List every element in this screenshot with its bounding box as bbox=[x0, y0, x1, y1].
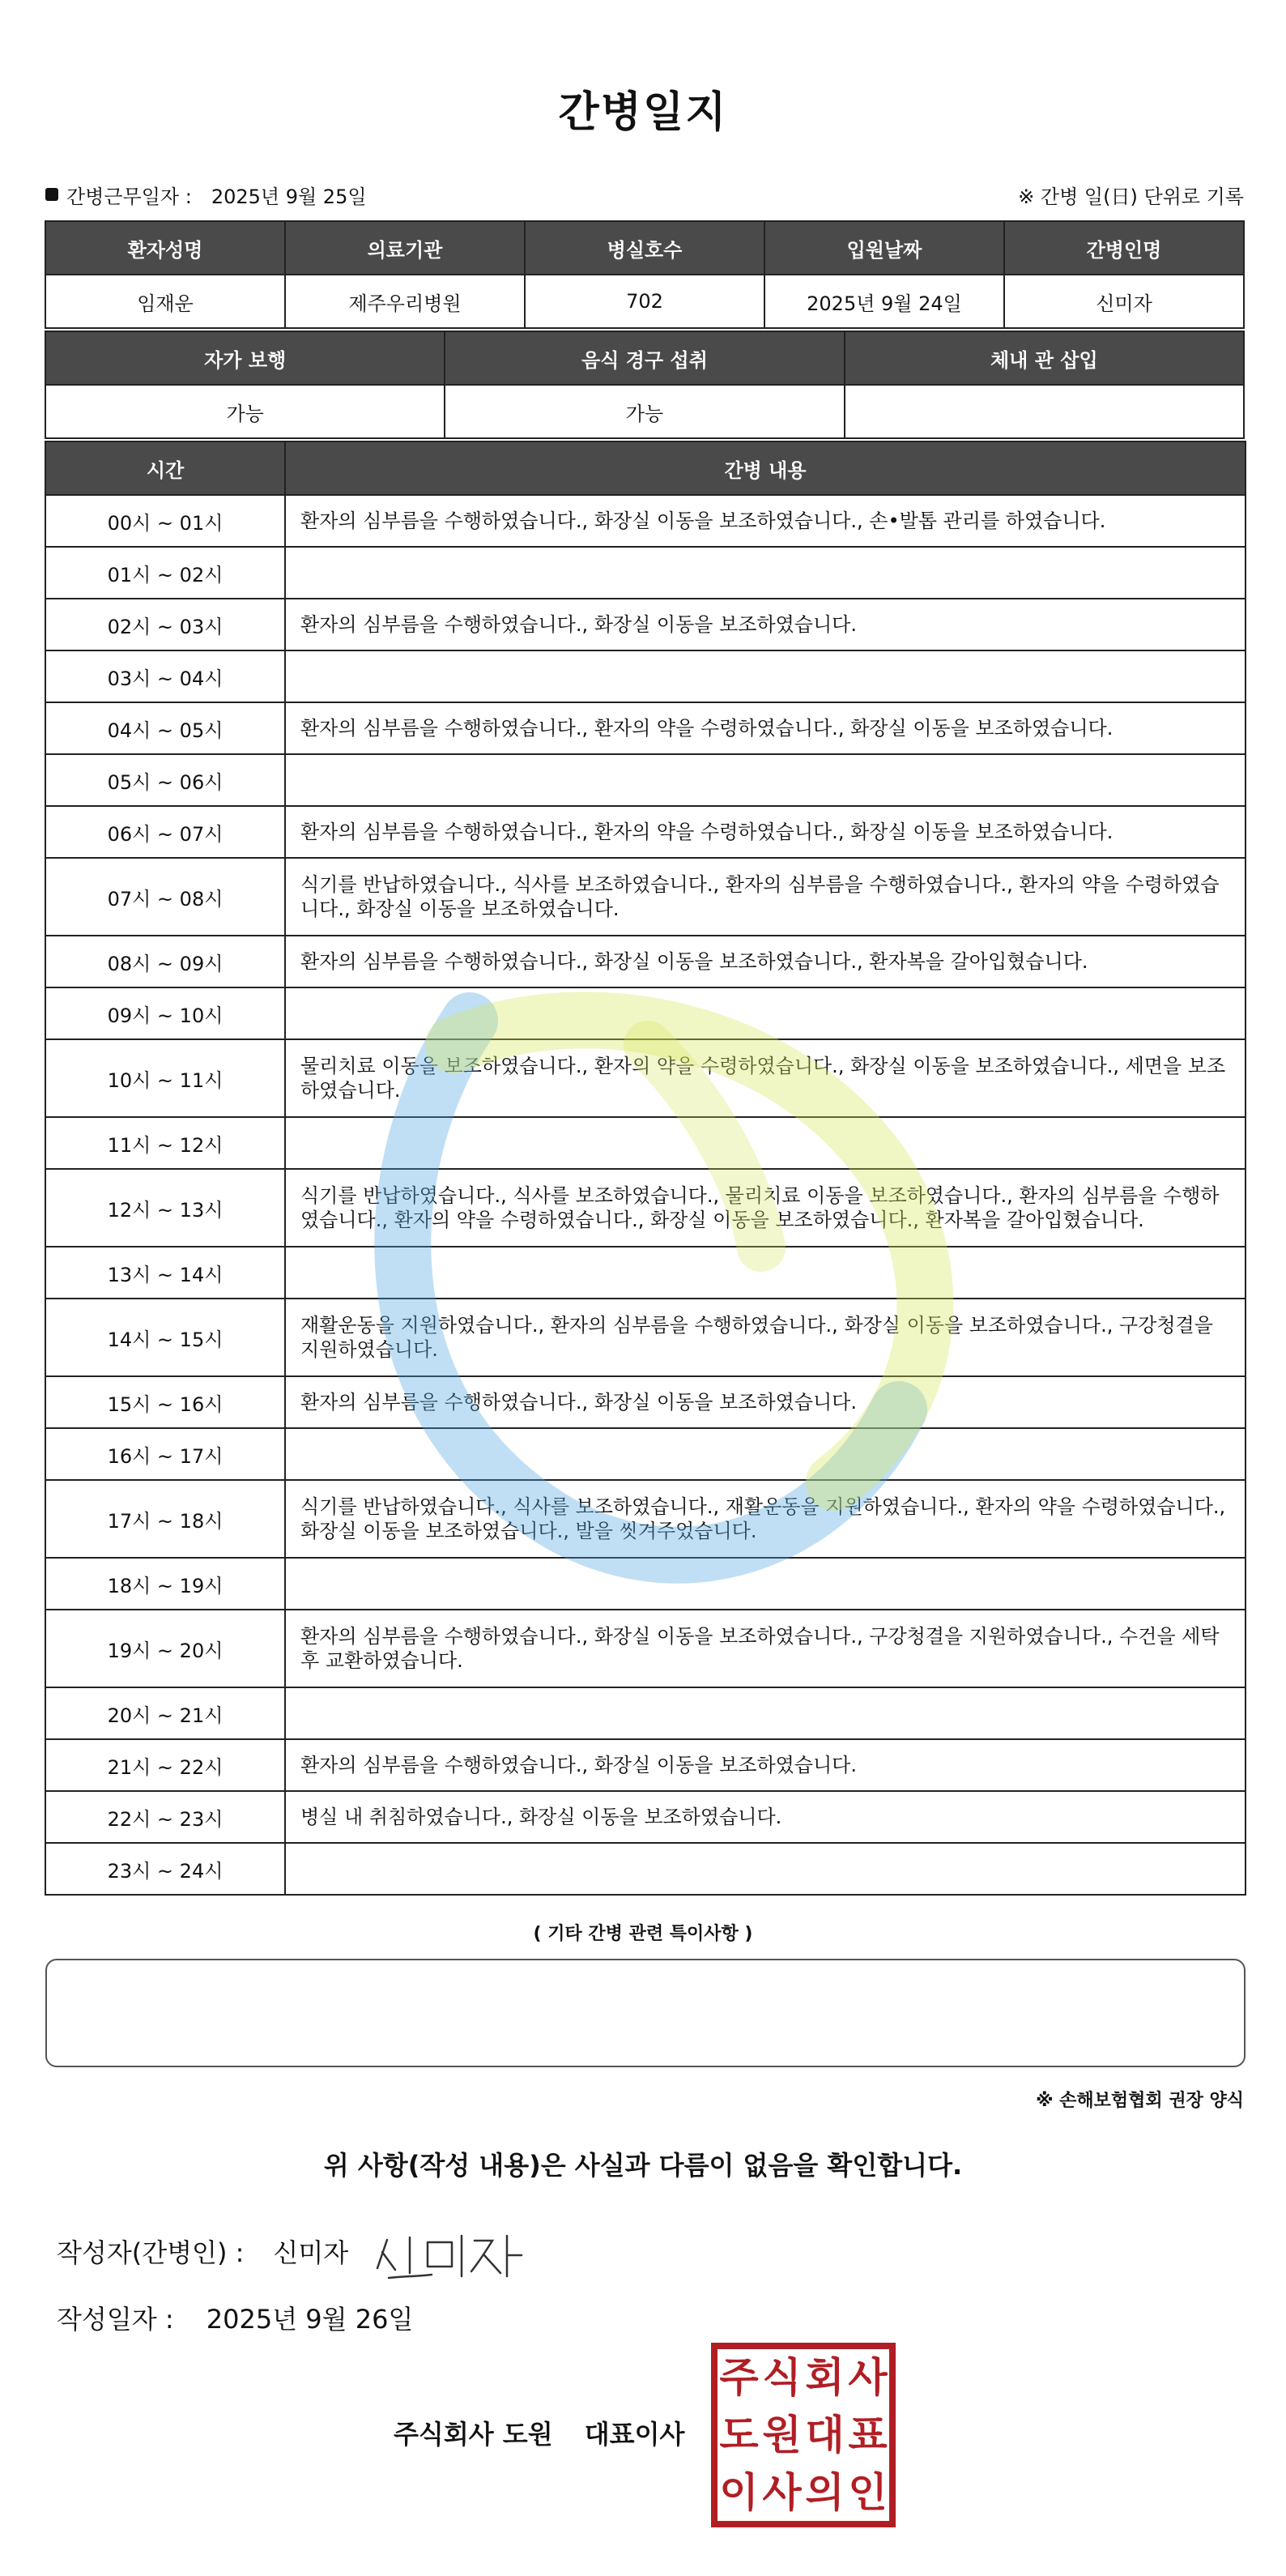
log-content bbox=[285, 987, 1246, 1039]
log-time: 23시 ~ 24시 bbox=[45, 1843, 285, 1895]
written-date-line bbox=[57, 2299, 413, 2336]
company-name: 주식회사 도원 bbox=[394, 2419, 553, 2450]
seal-char: 회 bbox=[805, 2354, 845, 2402]
log-time: 16시 ~ 17시 bbox=[45, 1428, 285, 1480]
bullet-square-icon bbox=[45, 188, 58, 201]
log-content bbox=[285, 1843, 1246, 1895]
log-row bbox=[45, 1687, 1246, 1739]
log-row bbox=[45, 1610, 1246, 1687]
log-time: 13시 ~ 14시 bbox=[45, 1247, 285, 1299]
log-row bbox=[45, 858, 1246, 936]
log-row bbox=[45, 1428, 1246, 1480]
log-time: 17시 ~ 18시 bbox=[45, 1480, 285, 1558]
header-care-content: 간병 내용 bbox=[285, 441, 1246, 495]
writer-name: 신미자 bbox=[273, 2237, 349, 2268]
seal-char: 의 bbox=[805, 2468, 845, 2516]
log-row bbox=[45, 936, 1246, 987]
written-date-value: 2025년 9월 26일 bbox=[206, 2304, 414, 2335]
patient-value-row bbox=[45, 275, 1244, 328]
log-time: 15시 ~ 16시 bbox=[45, 1376, 285, 1428]
log-content: 환자의 심부름을 수행하였습니다., 화장실 이동을 보조하였습니다. bbox=[285, 1376, 1246, 1428]
seal-char: 원 bbox=[762, 2411, 802, 2459]
log-row bbox=[45, 1169, 1246, 1247]
log-time: 05시 ~ 06시 bbox=[45, 754, 285, 806]
form-note: ※ 손해보험협회 권장 양식 bbox=[1036, 2091, 1244, 2111]
header-oral-intake: 음식 경구 섭취 bbox=[445, 331, 844, 385]
hospital-name: 제주우리병원 bbox=[285, 275, 525, 328]
log-row bbox=[45, 1558, 1246, 1610]
log-time: 10시 ~ 11시 bbox=[45, 1039, 285, 1117]
log-row bbox=[45, 1739, 1246, 1791]
log-time: 06시 ~ 07시 bbox=[45, 806, 285, 858]
log-row bbox=[45, 1117, 1246, 1169]
work-date-row bbox=[45, 178, 1244, 211]
log-content bbox=[285, 650, 1246, 702]
seal-char: 주 bbox=[719, 2354, 759, 2402]
patient-name: 임재운 bbox=[45, 275, 285, 328]
log-time: 02시 ~ 03시 bbox=[45, 599, 285, 650]
log-row bbox=[45, 1843, 1246, 1895]
log-row bbox=[45, 1791, 1246, 1843]
header-tube-insertion: 체내 관 삽입 bbox=[845, 331, 1244, 385]
log-time: 07시 ~ 08시 bbox=[45, 858, 285, 936]
tube-insertion-value bbox=[845, 385, 1244, 438]
log-content: 환자의 심부름을 수행하였습니다., 화장실 이동을 보조하였습니다. bbox=[285, 1739, 1246, 1791]
log-row bbox=[45, 495, 1246, 547]
log-time: 03시 ~ 04시 bbox=[45, 650, 285, 702]
patient-info-table bbox=[45, 220, 1245, 329]
log-content bbox=[285, 1247, 1246, 1299]
log-time: 20시 ~ 21시 bbox=[45, 1687, 285, 1739]
log-time: 18시 ~ 19시 bbox=[45, 1558, 285, 1610]
caregiver-name: 신미자 bbox=[1004, 275, 1244, 328]
log-content: 식기를 반납하였습니다., 식사를 보조하였습니다., 재활운동을 지원하였습니다., 환자의 약을 수령하였습니다., 화장실 이동을 보조하였습니다., 발을 씻겨주었습니다. bbox=[285, 1480, 1246, 1558]
patient-header-row bbox=[45, 221, 1244, 275]
log-time: 08시 ~ 09시 bbox=[45, 936, 285, 987]
log-content bbox=[285, 1558, 1246, 1610]
self-walking-value: 가능 bbox=[45, 385, 445, 438]
log-content: 환자의 심부름을 수행하였습니다., 환자의 약을 수령하였습니다., 화장실 이동을 보조하였습니다. bbox=[285, 702, 1246, 754]
header-hospital: 의료기관 bbox=[285, 221, 525, 275]
log-content: 재활운동을 지원하였습니다., 환자의 심부름을 수행하였습니다., 화장실 이동을 보조하였습니다., 구강청결을 지원하였습니다. bbox=[285, 1299, 1246, 1376]
log-row bbox=[45, 702, 1246, 754]
log-row bbox=[45, 547, 1246, 599]
work-date-group bbox=[45, 181, 367, 209]
log-row bbox=[45, 1039, 1246, 1117]
log-row bbox=[45, 1480, 1246, 1558]
log-time: 19시 ~ 20시 bbox=[45, 1610, 285, 1687]
log-time: 00시 ~ 01시 bbox=[45, 495, 285, 547]
log-content: 환자의 심부름을 수행하였습니다., 환자의 약을 수령하였습니다., 화장실 이동을 보조하였습니다. bbox=[285, 806, 1246, 858]
log-content: 환자의 심부름을 수행하였습니다., 화장실 이동을 보조하였습니다., 환자복을 갈아입혔습니다. bbox=[285, 936, 1246, 987]
log-time: 01시 ~ 02시 bbox=[45, 547, 285, 599]
seal-char: 표 bbox=[848, 2411, 888, 2459]
header-time: 시간 bbox=[45, 441, 285, 495]
ability-value-row bbox=[45, 385, 1244, 438]
log-content: 환자의 심부름을 수행하였습니다., 화장실 이동을 보조하였습니다., 구강청결을 지원하였습니다., 수건을 세탁 후 교환하였습니다. bbox=[285, 1610, 1246, 1687]
log-row bbox=[45, 754, 1246, 806]
company-role: 대표이사 bbox=[584, 2419, 685, 2450]
handwritten-signature-icon bbox=[371, 2220, 533, 2292]
work-date-value: 2025년 9월 25일 bbox=[211, 185, 367, 208]
unit-note: ※ 간병 일(日) 단위로 기록 bbox=[1018, 185, 1244, 208]
log-time: 04시 ~ 05시 bbox=[45, 702, 285, 754]
header-admission-date: 입원날짜 bbox=[764, 221, 1004, 275]
header-room: 병실호수 bbox=[525, 221, 764, 275]
seal-char: 이 bbox=[719, 2468, 759, 2516]
log-time: 09시 ~ 10시 bbox=[45, 987, 285, 1039]
log-content: 환자의 심부름을 수행하였습니다., 화장실 이동을 보조하였습니다., 손•발톱 관리를 하였습니다. bbox=[285, 495, 1246, 547]
oral-intake-value: 가능 bbox=[445, 385, 844, 438]
log-content: 물리치료 이동을 보조하였습니다., 환자의 약을 수령하였습니다., 화장실 이동을 보조하였습니다., 세면을 보조하였습니다. bbox=[285, 1039, 1246, 1117]
header-caregiver: 간병인명 bbox=[1004, 221, 1244, 275]
log-content: 환자의 심부름을 수행하였습니다., 화장실 이동을 보조하였습니다. bbox=[285, 599, 1246, 650]
log-row bbox=[45, 1247, 1246, 1299]
log-row bbox=[45, 1299, 1246, 1376]
log-content: 병실 내 취침하였습니다., 화장실 이동을 보조하였습니다. bbox=[285, 1791, 1246, 1843]
log-content bbox=[285, 754, 1246, 806]
log-time: 12시 ~ 13시 bbox=[45, 1169, 285, 1247]
log-row bbox=[45, 987, 1246, 1039]
seal-char: 사 bbox=[848, 2354, 888, 2402]
header-self-walking: 자가 보행 bbox=[45, 331, 445, 385]
log-time: 14시 ~ 15시 bbox=[45, 1299, 285, 1376]
admission-date: 2025년 9월 24일 bbox=[764, 275, 1004, 328]
log-row bbox=[45, 599, 1246, 650]
log-content: 식기를 반납하였습니다., 식사를 보조하였습니다., 물리치료 이동을 보조하였습니다., 환자의 심부름을 수행하였습니다., 환자의 약을 수령하였습니다., 화장실 이동을 보조하였습니다., 환자복을 갈아입혔습니다. bbox=[285, 1169, 1246, 1247]
log-time: 11시 ~ 12시 bbox=[45, 1117, 285, 1169]
company-seal-icon bbox=[711, 2343, 896, 2527]
log-time: 22시 ~ 23시 bbox=[45, 1791, 285, 1843]
confirmation-statement: 위 사항(작성 내용)은 사실과 다름이 없음을 확인합니다. bbox=[323, 2150, 963, 2181]
ability-header-row bbox=[45, 331, 1244, 385]
seal-char: 식 bbox=[762, 2354, 802, 2402]
log-content: 식기를 반납하였습니다., 식사를 보조하였습니다., 환자의 심부름을 수행하였습니다., 환자의 약을 수령하였습니다., 화장실 이동을 보조하였습니다. bbox=[285, 858, 1246, 936]
writer-line bbox=[57, 2233, 348, 2270]
log-body bbox=[45, 495, 1246, 1895]
seal-char: 인 bbox=[848, 2468, 888, 2516]
room-number: 702 bbox=[525, 275, 764, 328]
log-content bbox=[285, 547, 1246, 599]
log-header-row bbox=[45, 441, 1246, 495]
seal-char: 도 bbox=[719, 2411, 759, 2459]
writer-label: 작성자(간병인) : bbox=[57, 2237, 245, 2268]
remarks-box bbox=[45, 1959, 1246, 2067]
log-row bbox=[45, 650, 1246, 702]
document-title: 간병일지 bbox=[558, 88, 728, 137]
seal-char: 대 bbox=[805, 2411, 845, 2459]
log-row bbox=[45, 1376, 1246, 1428]
care-log-table bbox=[45, 441, 1246, 1896]
header-patient-name: 환자성명 bbox=[45, 221, 285, 275]
work-date-label: 간병근무일자 : bbox=[66, 185, 192, 208]
log-row bbox=[45, 806, 1246, 858]
remarks-title: ( 기타 간병 관련 특이사항 ) bbox=[533, 1924, 753, 1944]
log-content bbox=[285, 1687, 1246, 1739]
company-line bbox=[394, 2414, 684, 2451]
log-content bbox=[285, 1117, 1246, 1169]
written-date-label: 작성일자 : bbox=[57, 2304, 174, 2335]
log-content bbox=[285, 1428, 1246, 1480]
log-time: 21시 ~ 22시 bbox=[45, 1739, 285, 1791]
patient-ability-table bbox=[45, 331, 1245, 439]
seal-char: 사 bbox=[762, 2468, 802, 2516]
